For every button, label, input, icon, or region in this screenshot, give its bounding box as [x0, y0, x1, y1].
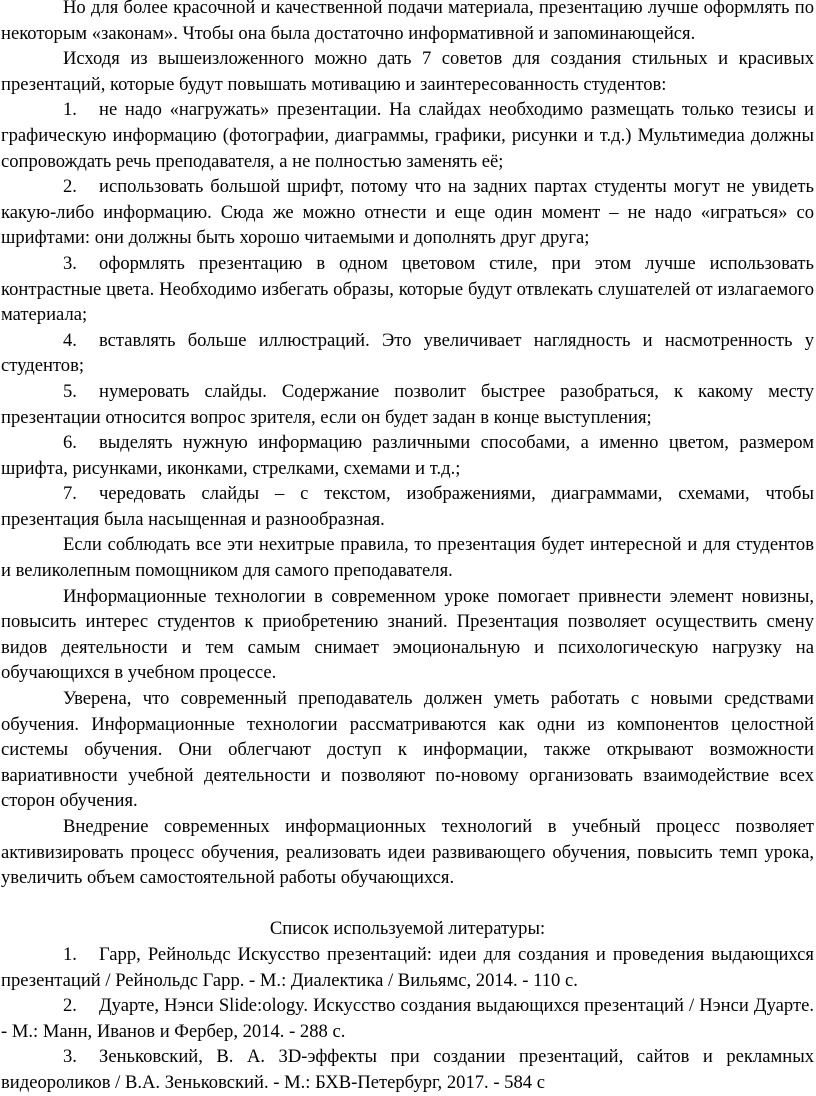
intro-paragraph: Но для более красочной и качественной подачи материала, презентацию лучше оформлять по некоторым «законам». Чтобы она была достаточно информативной и запоминающейся.	[1, 0, 814, 44]
tip-item	[1, 174, 814, 251]
tip-item	[1, 97, 814, 174]
body-paragraph: Внедрение современных информационных технологий в учебный процесс позволяет активизировать процесс обучения, реализовать идеи развивающего обучения, повысить темп урока, увеличить объем самостоятельной работы обучающихся.	[1, 816, 814, 889]
tip-number: 3.	[63, 252, 77, 274]
reference-number: 3.	[63, 1046, 77, 1068]
reference-item	[1, 993, 814, 1044]
tip-text: использовать большой шрифт, потому что на задних партах студенты могут не увидеть какую-либо информацию. Сюда же можно отнести и еще один момент – не надо «играться» со шрифтами: они должны быть хорошо читаемыми и дополнять друг друга;	[1, 176, 814, 249]
tip-text: выделять нужную информацию различными способами, а именно цветом, размером шрифта, рисунками, иконками, стрелками, схемами и т.д.;	[1, 432, 814, 479]
reference-number: 1.	[63, 943, 77, 965]
tip-text: оформлять презентацию в одном цветовом стиле, при этом лучше использовать контрастные цвета. Необходимо избегать образы, которые будут отвлекать слушателей от излагаемого материала;	[1, 252, 814, 326]
tip-item	[1, 251, 814, 328]
tip-text: вставлять больше иллюстраций. Это увеличивает наглядность и насмотренность у студентов;	[1, 329, 814, 377]
body-paragraph: Информационные технологии в современном уроке помогает привнести элемент новизны, повысить интерес студентов к приобретению знаний. Презентация позволяет осуществить смену видов деятельности и тем самым снимает эмоциональную и психологическую нагрузку на обучающихся в учебном процессе.	[1, 585, 814, 684]
reference-item	[1, 1044, 814, 1095]
tip-number: 7.	[63, 483, 77, 505]
tip-number: 4.	[63, 329, 77, 351]
body-paragraph: Если соблюдать все эти нехитрые правила, то презентация будет интересной и для студентов и великолепным помощником для самого преподавателя.	[1, 534, 814, 582]
tip-text: нумеровать слайды. Содержание позволит быстрее разобраться, к какому месту презентации относится вопрос зрителя, если он будет задан в конце выступления;	[1, 380, 814, 428]
reference-text: Зеньковский, В. А. 3D-эффекты при создании презентаций, сайтов и рекламных видеороликов / В.А. Зеньковский. - М.: БХВ-Петербург, 2017. - 584 с	[1, 1046, 814, 1093]
intro-paragraph: Исходя из вышеизложенного можно дать 7 советов для создания стильных и красивых презентаций, которые будут повышать мотивацию и заинтересованность студентов:	[1, 48, 814, 95]
tip-item	[1, 379, 814, 430]
tip-text: не надо «нагружать» презентации. На слайдах необходимо размещать только тезисы и графическую информацию (фотографии, диаграммы, графики, рисунки и т.д.) Мультимедиа должны сопровождать речь преподавателя, а не полностью заменять её;	[1, 99, 814, 172]
tip-number: 5.	[63, 380, 77, 402]
tip-item	[1, 328, 814, 379]
reference-text: Дуарте, Нэнси Slide:ology. Искусство создания выдающихся презентаций / Нэнси Дуарте. - М.: Манн, Иванов и Фербер, 2014. - 288 с.	[1, 995, 814, 1042]
tip-text: чередовать слайды – с текстом, изображениями, диаграммами, схемами, чтобы презентация была насыщенная и разнообразная.	[1, 483, 814, 530]
tip-item	[1, 481, 814, 532]
body-paragraph: Уверена, что современный преподаватель должен уметь работать с новыми средствами обучения. Информационные технологии рассматриваются как одни из компонентов целостной системы обучения. Они облегчают доступ к информации, также открывают возможности вариативности учебной деятельности и позволяют по-новому организовать взаимодействие всех сторон обучения.	[1, 688, 814, 812]
reference-item	[1, 942, 814, 993]
tip-item	[1, 430, 814, 481]
tip-number: 1.	[63, 99, 77, 121]
reference-number: 2.	[63, 995, 77, 1017]
tip-number: 6.	[63, 432, 77, 454]
references-heading: Список используемой литературы:	[269, 918, 546, 940]
tip-number: 2.	[63, 176, 77, 198]
reference-text: Гарр, Рейнольдс Искусство презентаций: идеи для создания и проведения выдающихся презентаций / Рейнольдс Гарр. - М.: Диалектика / Вильямс, 2014. - 110 с.	[1, 943, 814, 991]
